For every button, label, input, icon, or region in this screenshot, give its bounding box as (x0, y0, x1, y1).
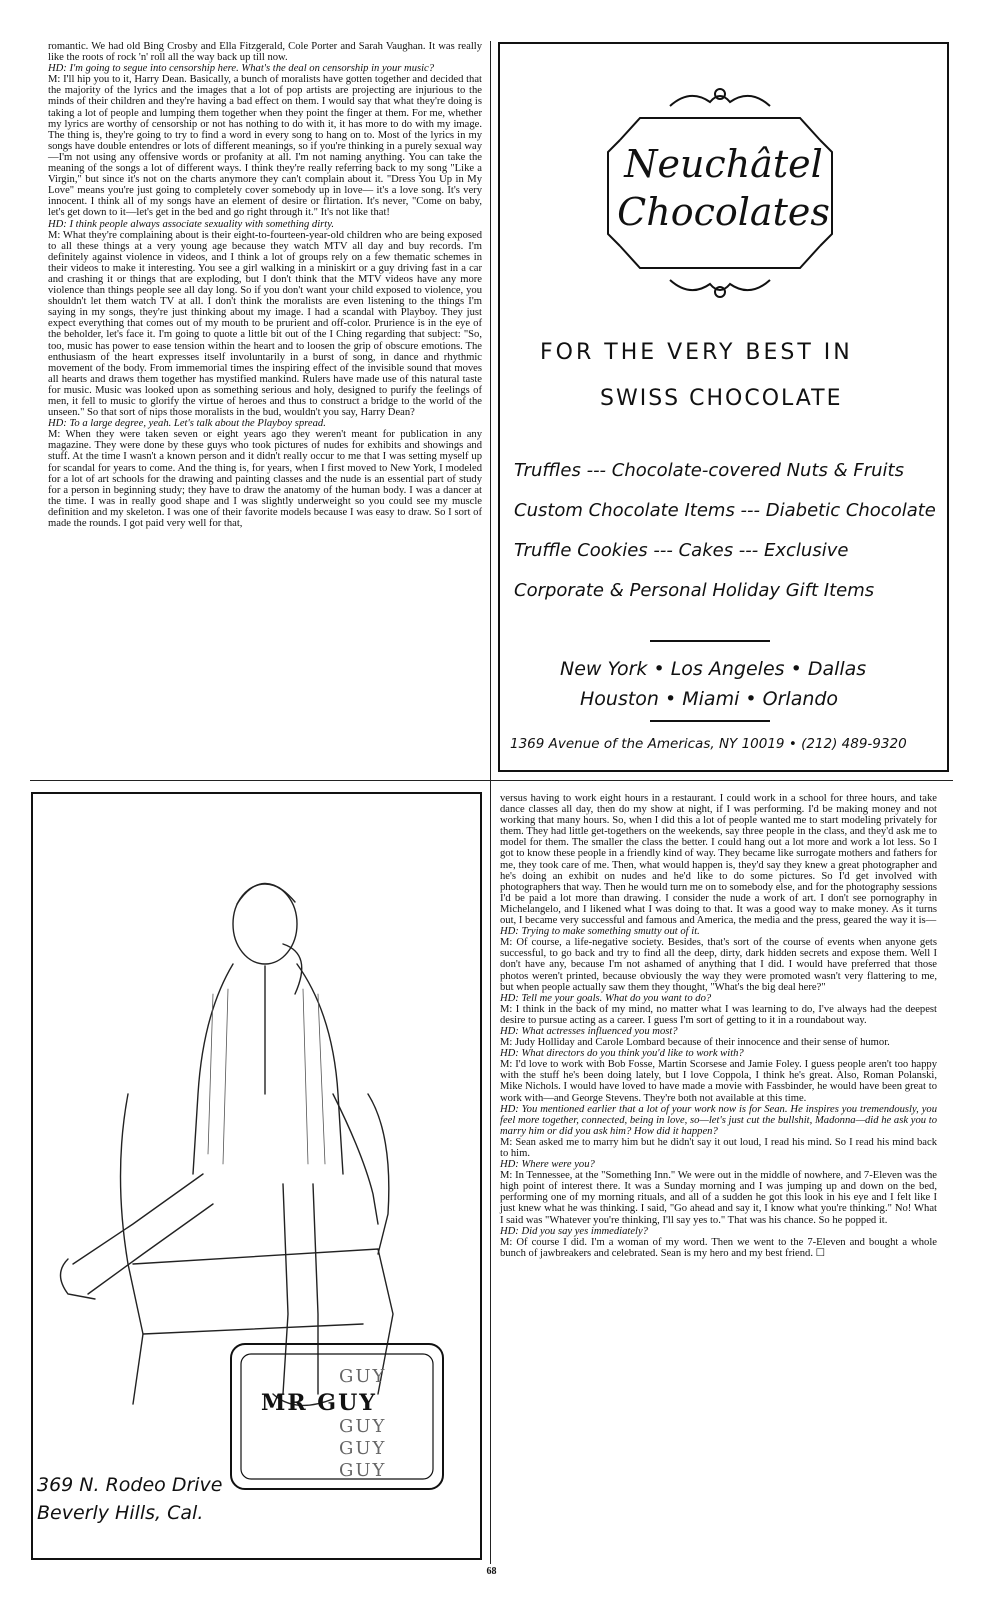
chair-outline (121, 1094, 394, 1404)
interview-paragraph: M: Sean asked me to marry him but he didn't say it out loud, I read his mind. So I read his mind back to him. (500, 1136, 937, 1159)
interview-paragraph: romantic. We had old Bing Crosby and Ella Fitzgerald, Cole Porter and Sarah Vaughan. It was really like the roots of rock 'n' roll all the way back up till now. (48, 41, 482, 64)
interview-question: HD: What directors do you think you'd like to work with? (500, 1048, 744, 1060)
ad-address: 1369 Avenue of the Americas, NY 10019 • (212) 489-9320 (510, 736, 907, 752)
hair (237, 883, 295, 904)
jacket-outline (193, 964, 343, 1174)
interview-question: HD: What actresses influenced you most? (500, 1025, 678, 1037)
interview-paragraph: M: Judy Holliday and Carole Lombard because of their innocence and their sense of humor. (500, 1037, 890, 1049)
interview-question: HD: Tell me your goals. What do you want to do? (500, 992, 712, 1004)
chocolate-ad (498, 42, 949, 772)
article-column-top-left (48, 41, 482, 529)
crossed-leg (73, 1174, 213, 1294)
interview-paragraph: M: I'll hip you to it, Harry Dean. Basically, a bunch of moralists have gotten together and decided that the majority of the lyrics and the images that a lot of pop artists are projecting are injurious to the minds of their children and they're having a bad effect on them. I would say that what they're doing is taking a lot of people and lumping them together when they point the finger at them. For me, whether my lyrics are worthy of censorship or not has nothing to do with it, it has more to do with my image. The thing is, they're going to try to find a word in every song to hang on to. Most of the lyrics in my songs have double entendres or lots of different meanings, so if you're thinking in a purely sexual way—I'm not using any offensive words or profanity at all. I'm not naming anything. You can take the meaning of the songs a lot of different ways. I think they're really referring back to my song "Like a Virgin," but since it's not on the charts anymore they can't complain about it. "Dress You Up in My Love" means you're just going to completely cover somebody up in love— it's a love song. It's very innocent. I think all of my songs have an element of desire or flirtation. It's never, "Come on baby, let's get down to it—let's get in the bed and go right through it." It's not like that! (48, 74, 482, 219)
logo-top-edge (620, 118, 820, 140)
interview-paragraph: M: Of course I did. I'm a woman of my word. Then we went to the 7-Eleven and bought a whole bunch of jawbreakers and celebrated. Sean is my hero and my best friend. ☐ (500, 1236, 937, 1259)
headline-1: FOR THE VERY BEST IN (540, 340, 853, 365)
interview-question: HD: You mentioned earlier that a lot of your work now is for Sean. He inspires you tremendously, you feel more together, connected, being in love, so—let's just cut the bullshit, Madonna—did he ask you to marry him or did you ask him? How did it happen? (500, 1103, 937, 1137)
chair-seat-rail (143, 1324, 363, 1334)
items-line-3: Truffle Cookies --- Cakes --- Exclusive (514, 540, 849, 561)
headline-2: SWISS CHOCOLATE (600, 386, 843, 411)
items-line-4: Corporate & Personal Holiday Gift Items (514, 580, 875, 601)
sign-outer (231, 1344, 443, 1489)
column-rule-horizontal (30, 780, 953, 781)
sign-inner (241, 1354, 433, 1479)
interview-question: HD: I'm going to segue into censorship here. What's the deal on censorship in your music? (48, 63, 435, 75)
brand-main: MR GUY (261, 1390, 377, 1416)
logo-line-2: Chocolates (617, 190, 830, 234)
bottom-ornament-knot (715, 287, 725, 297)
arm-to-chin (283, 944, 302, 994)
interview-question: HD: To a large degree, yeah. Let's talk about the Playboy spread. (48, 418, 326, 430)
interview-question: HD: Trying to make something smutty out of it. (500, 926, 700, 938)
standing-leg (283, 1184, 318, 1394)
interview-paragraph: versus having to work eight hours in a restaurant. I could work in a school for three hours, and take dance classes all day, then do my show at night, if I was performing. I'd be making money and not working that many hours. So, when I did this a lot of people wanted me to start modeling privately for them. They had little get-togethers on the weekends, say three people in the class, and they'd ask me to model for them. The smaller the class the better. I could hang out a lot more and work a lot less. So I got to know these people in a friendly kind of way. They became like surrogate mothers and fathers for me, they took care of me. Then, what would happen is, they'd say they knew a great photographer and he's doing an exhibit on nudes and he'd like to do some pictures. So I'd get involved with photographers that way. Then he would turn me on to somebody else, and for the photography sessions I'd be paid a lot more than drawing. I consider the nude a work of art. I don't see pornography in Michelangelo, and I likened what I was doing to that. It was a good way to make money. As it turns out, I became very successful and famous and America, the media and the press, geared the way it is— (500, 793, 937, 927)
guy-line-4: GUY (339, 1460, 387, 1481)
guy-line-2: GUY (339, 1416, 387, 1437)
interview-question: HD: Where were you? (500, 1159, 595, 1171)
logo-line-1: Neuchâtel (624, 142, 823, 186)
article-column-bottom-right (500, 793, 937, 1259)
mr-guy-ad (31, 792, 482, 1560)
guy-address-1: 369 N. Rodeo Drive (37, 1474, 223, 1496)
top-ornament (670, 96, 770, 106)
bottom-ornament (670, 280, 770, 290)
interview-paragraph: M: I'd love to work with Bob Fosse, Martin Scorsese and Jamie Foley. I guess people aren't too happy with the stuff he's been doing lately, but I love Coppola, I think he's great. Also, Roman Polanski, Mike Nichols. I would have loved to have made a movie with Fassbinder, he would have been great to work with—and George Stevens. They're both not available at this time. (500, 1059, 937, 1104)
logo-bottom-edge (620, 246, 820, 268)
interview-question: HD: Did you say yes immediately? (500, 1225, 648, 1237)
guy-line-3: GUY (339, 1438, 387, 1459)
interview-paragraph: M: When they were taken seven or eight years ago they weren't meant for publication in any magazine. They were done by these guys who took pictures of nudes for exhibits and showings and stuff. At the time I wasn't a known person and it didn't really occur to me that I was setting myself up for scandal for years to come. And the thing is, for years, when I first moved to New York, I modeled for a lot of art schools for the drawing and painting classes and the nude is an essential part of study for a person in beginning study; they have to draw the anatomy of the human body. I was a dancer at the time. I was in really good shape and I was slightly underweight so you could see my muscle definition and my skeleton. I was one of their favorite models because I was easy to draw. So I sort of made the rounds. I got paid very well for that, (48, 429, 482, 530)
column-rule-vertical (490, 41, 491, 1564)
cities-line-2: Houston • Miami • Orlando (580, 688, 839, 710)
seated-man-illustration (33, 794, 480, 1558)
chair-back (368, 1094, 389, 1254)
interview-paragraph: M: What they're complaining about is their eight-to-fourteen-year-old children who are being exposed to all these things at a very young age because they watch MTV all day and buy records. I'm definitely against violence in videos, and I think a lot of groups rely on a few thematic schemes in their videos to make it interesting. You see a girl walking in a miniskirt or a guy driving fast in a car and crashing it or things that are exploding, but I don't think that the MTV videos have any more violence than things people see all day long. So if you don't want your child exposed to violence, you shouldn't let them watch TV at all. I don't think the moralists are even listening to the things I'm saying in my songs, they're just thinking about my image. I had a scandal with Playboy. They just expect everything that comes out of my mouth to be prurient and off-color. Prurience is in the eye of the beholder, let's face it. I'm going to quote a little bit out of the I Ching regarding that subject: "So, too, music has power to ease tension within the heart and to loosen the grip of obscure emotions. The enthusiasm of the heart expresses itself involuntarily in a burst of song, in dance and rhythmic movement of the body. From immemorial times the inspiring effect of the invisible sound that moves all hearts and draws them together has mystified mankind. Rulers have made use of this natural taste for music. Music was looked upon as something serious and holy, designed to purify the feelings of men, it fell to music to glorify the virtue of heroes and thus to construct a bridge to the world of the unseen." So that sort of nips those moralists in the bud, wouldn't you say, Harry Dean? (48, 229, 482, 419)
cities-line-1: New York • Los Angeles • Dallas (560, 658, 867, 680)
items-line-2: Custom Chocolate Items --- Diabetic Chocolate (514, 500, 936, 521)
top-ornament-knot (715, 89, 725, 99)
items-line-1: Truffles --- Chocolate-covered Nuts & Fruits (514, 460, 904, 481)
ad-divider-2 (650, 720, 770, 722)
interview-question: HD: I think people always associate sexuality with something dirty. (48, 218, 334, 230)
guy-address-2: Beverly Hills, Cal. (37, 1502, 204, 1524)
ad-divider (650, 640, 770, 642)
page-number: 68 (486, 1566, 497, 1577)
interview-paragraph: M: In Tennessee, at the "Something Inn." We were out in the middle of nowhere, and 7-Eleven was the high point of interest there. It was a Sunday morning and I was jumping up and down on the bed, performing one of my morning rituals, and all of a sudden he got this look in his eye and I felt like I just knew what he was thinking. I said, "Go ahead and say it, I know what you're thinking." No! What I said was "Whatever you're thinking, I'll say yes to." That was his chance. So he popped it. (500, 1170, 937, 1226)
interview-paragraph: M: Of course, a life-negative society. Besides, that's sort of the course of events when anyone gets successful, to go back and try to find all the deep, dirty, dark hidden secrets and expose them. Well I don't have any, because I'm not ashamed of anything that I did. I would have preferred that those photos weren't printed, because obviously the way they were promoted wasn't very flattering to me, but when people actually saw them they thought, "What's the big deal here?" (500, 937, 937, 993)
guy-line-1: GUY (339, 1366, 387, 1387)
interview-paragraph: M: I think in the back of my mind, no matter what I was learning to do, I've always had the deepest desire to pursue acting as a career. I guess I'm sort of getting to it in a roundabout way. (500, 1003, 937, 1026)
